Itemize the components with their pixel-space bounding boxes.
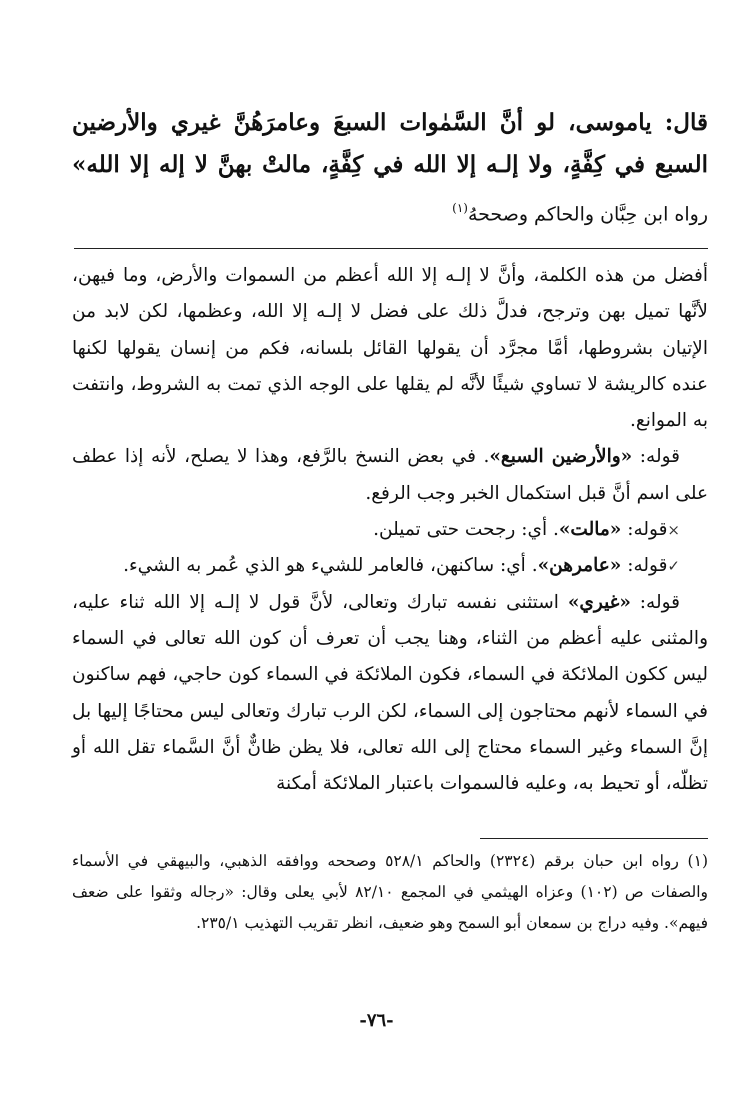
footnote-divider (480, 838, 708, 839)
quoted-term: «عامرهن» (537, 555, 622, 577)
hadith-bold-text: قال: ياموسى، لو أنَّ السَّمٰوات السبعَ وعامرَهُنَّ غيري والأرضين السبع في كِفَّةٍ، ولا إلـه إلا الله في كِفَّةٍ، مالتْ بهنَّ لا إله إلا الله» (72, 109, 708, 178)
section-divider (74, 248, 708, 249)
hadith-attribution: رواه ابن حِبَّان والحاكم وصححهُ (467, 203, 708, 226)
footnote-reference[interactable]: (١) (452, 201, 468, 215)
quoted-term: «والأرضين السبع» (489, 446, 633, 468)
quoted-term: «غيري» (567, 591, 631, 613)
commentary-body (72, 258, 708, 802)
paragraph-lead: قوله: (632, 446, 680, 468)
handwritten-mark: ✓ (667, 557, 680, 576)
page-number: -٧٦- (359, 1010, 394, 1031)
footnote-text: (١) رواه ابن حبان برقم (٢٣٢٤) والحاكم ٥٢٨/١ وصححه ووافقه الذهبي، والبيهقي في الأسماء والصفات ص (١٠٢) وعزاه الهيثمي في المجمع ٨٢/١٠ لأبي يعلى وقال: «رجاله وثقوا على ضعف فيهم». وفيه دراج بن سمعان أبو السمح وهو ضعيف، انظر تقريب التهذيب ٢٣٥/١. (72, 852, 708, 932)
commentary-paragraph (72, 512, 708, 548)
commentary-paragraph: أفضل من هذه الكلمة، وأنَّ لا إلـه إلا الله أعظم من السموات والأرض، وما فيهن، لأنَّها تميل بهن وترجح، فدلَّ ذلك على فضل لا إلـه إلا الله، وعظمها، لكن لابد من الإتيان بشروطها، أمَّا مجرَّد أن يقولها القائل بلسانه، فكم من إنسان يقولها لكنها عنده كالريشة لا تساوي شيئًا لأنَّه لم يقلها على الوجه الذي تمت به الشروط، وانتفت به الموانع. (72, 265, 708, 432)
paragraph-rest: . أي: ساكنهن، فالعامر للشيء هو الذي عُمر به الشيء. (123, 555, 538, 577)
commentary-paragraph (72, 439, 708, 512)
paragraph-rest: . أي: رجحت حتى تميلن. (373, 519, 559, 541)
handwritten-mark: × (667, 521, 680, 540)
hadith-text (72, 102, 708, 236)
quoted-term: «مالت» (558, 519, 622, 541)
commentary-paragraph (72, 548, 708, 584)
paragraph-lead: قوله: (621, 519, 668, 541)
paragraph-rest: . في بعض النسخ بالرَّفع، وهذا لا يصلح، لأنه إذا عطف على اسم أنَّ قبل استكمال الخبر وجب الرفع. (72, 446, 708, 504)
paragraph-lead: قوله: (630, 591, 680, 613)
paragraph-lead: قوله: (621, 555, 668, 577)
footnote (72, 846, 708, 939)
paragraph-rest: استثنى نفسه تبارك وتعالى، لأنَّ قول لا إلـه إلا الله ثناء عليه، والمثنى عليه أعظم من الثناء، وهنا يجب أن تعرف أن كون الله تعالى في السماء ليس ككون الملائكة في السماء، فكون الملائكة في السماء كون حاجي، فهم ساكنون في السماء لأنهم محتاجون إلى السماء، لكن الرب تبارك وتعالى ليس محتاجًا إليها بل إنَّ السماء وغير السماء محتاج إلى الله تعالى، فلا يظن ظانٌّ أنَّ السَّماء تقل الله أو تظلّه، أو تحيط به، وعليه فالسموات باعتبار الملائكة أمكنة (72, 591, 708, 795)
commentary-paragraph (72, 585, 708, 803)
